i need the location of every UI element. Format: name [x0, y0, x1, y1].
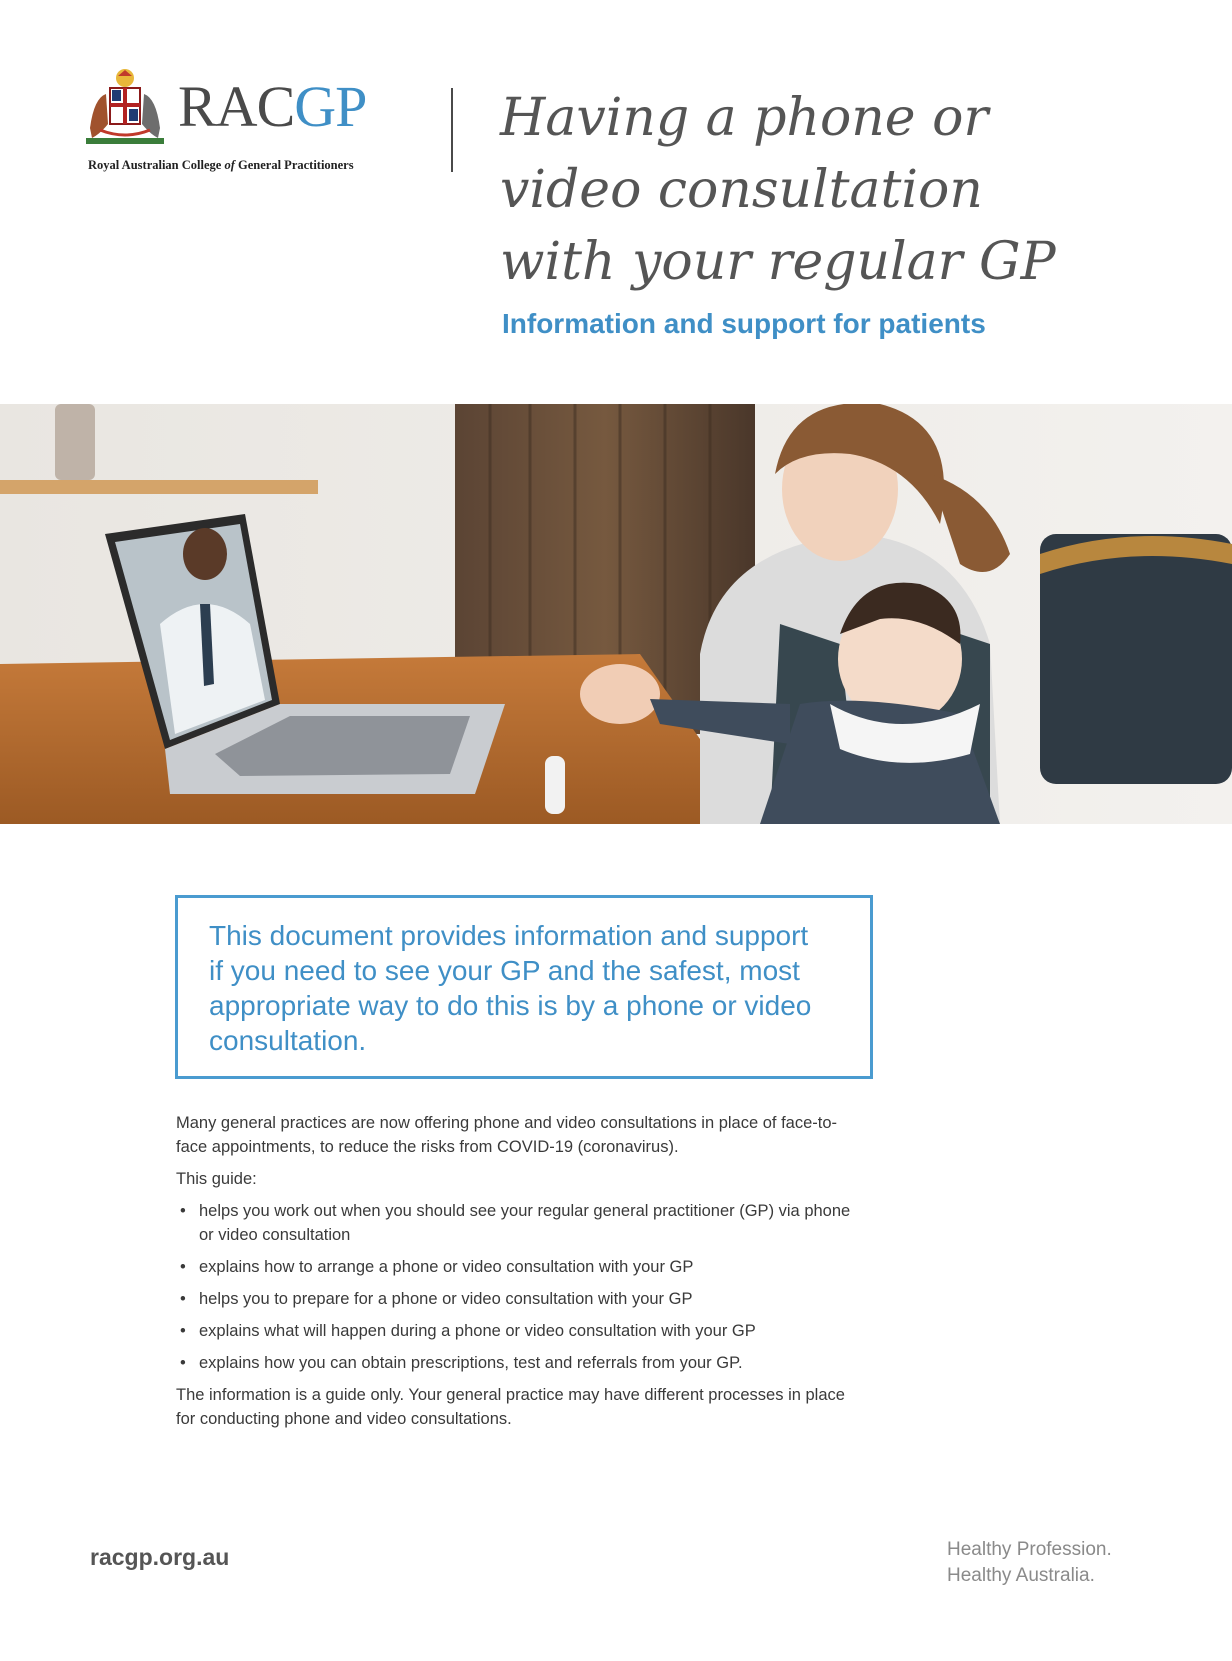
racgp-logo	[80, 68, 410, 178]
footer-tagline: Healthy Profession. Healthy Australia.	[947, 1539, 1112, 1586]
intro-paragraph: Many general practices are now offering phone and video consultations in place of face-to-face appointments, to reduce the risks from COVID-19 (coronavirus).	[176, 1114, 838, 1156]
list-item: • explains how you can obtain prescriptions, test and referrals from your GP.	[176, 1351, 856, 1375]
closing-paragraph: The information is a guide only. Your general practice may have different processes in place for conducting phone and video consultations.	[176, 1386, 845, 1428]
page-subtitle: Information and support for patients	[502, 308, 986, 339]
logo-subtitle: Royal Australian College of General Practitioners	[88, 158, 354, 172]
header-divider	[451, 88, 453, 172]
logo-wordmark: RACGP	[178, 74, 367, 139]
guide-label: This guide:	[176, 1170, 257, 1188]
page-title: Having a phone or video consultation with your regular GP	[500, 88, 1056, 292]
list-item: • helps you to prepare for a phone or video consultation with your GP	[176, 1287, 856, 1311]
photo-illustration	[0, 404, 1232, 824]
list-item: • explains how to arrange a phone or video consultation with your GP	[176, 1255, 856, 1279]
body-content	[176, 1111, 856, 1439]
callout-text: This document provides information and support if you need to see your GP and the safest, most appropriate way to do this is by a phone or video consultation.	[209, 920, 812, 1056]
list-item: • explains what will happen during a phone or video consultation with your GP	[176, 1319, 856, 1343]
guide-list	[176, 1199, 856, 1375]
telehealth-photo	[0, 404, 1232, 824]
website-link[interactable]: racgp.org.au	[90, 1544, 230, 1570]
coat-of-arms-icon	[80, 68, 170, 150]
list-item: • helps you work out when you should see your regular general practitioner (GP) via phone or video consultation	[176, 1199, 856, 1247]
callout-box	[175, 895, 873, 1079]
